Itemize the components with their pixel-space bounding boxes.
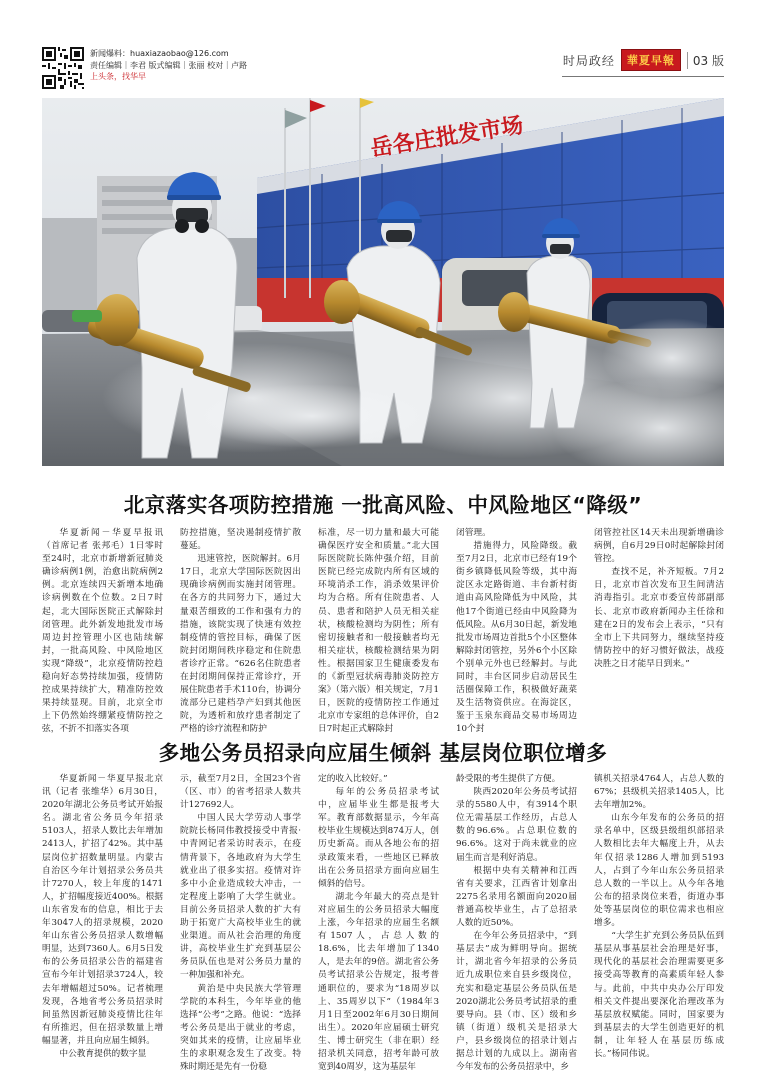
column-name: 时局政经 [562, 53, 615, 68]
article1-column-2 [180, 527, 301, 735]
article2-paragraph: 根据中央有关精神和江西省有关要求，江西省计划拿出2275名录用名额面向2020届普通高校毕业生，占了总招录人数的近50%。 [456, 865, 577, 929]
article2-paragraph: 中公教育提供的数字显 [59, 1048, 147, 1059]
article2-column-4 [456, 773, 577, 1073]
article1-paragraph: 查找不足，补齐短板。7月2日，北京市首次发布卫生间清洁消毒指引。北京市委宣传部副部长、北京市政府新闻办主任徐和建在2日的发布会上表示，“只有全市上下共同努力，继续坚持疫情防控中的好习惯好做法，战疫决胜之日才能早日到来。” [594, 567, 724, 669]
article2-paragraph: 每年的公务员招录考试中，应届毕业生都是报考大军。教育部数据显示，今年高校毕业生规模达到874万人，创历史新高。而从各地公布的招录政策来看，一些地区已释放出在公务员招录方面向应届生倾斜的信号。 [318, 787, 439, 889]
page-header [42, 44, 724, 94]
article2-paragraph: 黄治是中央民族大学管理学院的本科生，今年毕业的他选择“公考”之路。他说：“选择考公务员是出于就业的考虑，突如其来的疫情，让应届毕业生的求职观念发生了改变。特殊时期还是先有一份稳 [180, 983, 301, 1073]
article2-paragraph: 示，截至7月2日，全国23个省（区、市）的省考招录人数共计127692人。 [180, 774, 301, 811]
article1-paragraph: 闭管控社区14天未出现新增确诊病例，自6月29日0时起解除封闭管控。 [594, 528, 724, 565]
article2-column-1 [42, 773, 163, 1073]
article1-paragraph: 华夏新闻－华夏早报讯（首席记者 张邦毛）1日零时至24时，北京市新增新冠肺炎确诊病例1例，治愈出院病例2例。北京连续四天新增本地确诊病例数在个位数。2日7时起，北大国际医院正式解除封闭管理。此外新发地批发市场周边封控管理小区也陆续解封，一批高风险、中风险地区实现“降级”，北京疫情防控趋稳向好态势持续加强，疫情防控成果持续扩大，精准防控效果持续显现。目前，北京全市上下仍然始终绷紧疫情防控之弦，不折不扣落实各项 [42, 528, 163, 735]
article1-headline: 北京落实各项防控措施 一批高风险、中风险地区“降级” [123, 493, 643, 517]
qr-code-icon [42, 47, 84, 89]
article2-paragraph: 湖北今年最大的亮点是针对应届生的公务员招录大幅度上涨，今年招录的应届生名额有1507人，占总人数的18.6%，比去年增加了1340人，是去年的9倍。湖北省公务员考试招录公告规定，报考普通职位的，要求为“18周岁以上、35周岁以下”（1984年3月1日至2002年6月30日期间出生）。2020年应届硕士研究生、博士研究生（非在职）经招录机关同意，招考年龄可放宽到40周岁，这为基层年 [318, 891, 439, 1073]
header-slogan: 上头条，找华早 [90, 72, 146, 81]
article1-paragraph: 标准，尽一切力量和最大可能确保医疗安全和质量。”北大国际医院院长陈仲强介绍，目前医院已经完成院内所有区域的环境消杀工作，消杀效果评价均为合格。所有住院患者、人员、患者和陪护人员无相关症状，核酸检测均为阴性；所有密切接触者和一般接触者均无相关症状，核酸检测结果为阴性。根据国家卫生健康委发布的《新型冠状病毒肺炎防控方案》（第六版）相关规定，7月1日，医院的疫情防控工作通过北京市专家组的总体评价，自2日7时起正式解除封 [318, 528, 439, 735]
article2-headline: 多地公务员招录向应届生倾斜 基层岗位职位增多 [158, 741, 608, 765]
article1-paragraph: 防控措施，坚决遏制疫情扩散蔓延。 [180, 528, 301, 552]
header-right [563, 50, 724, 70]
editor-credits: 责任编辑｜李君 版式编辑｜张丽 校对｜卢路 [90, 60, 248, 70]
news-hotline: 新闻爆料：huaxiazaobao@126.com [90, 49, 229, 58]
article2-paragraph: 山东今年发布的公务员的招录名单中，区级县级组织部招录人数相比去年大幅度上升，从去年仅招录1286人增加到5193人，占到了今年山东公务员招录总人数的一半以上。从今年各地公布的招录岗位来看，街道办事处等基层岗位的职位需求也相应增多。 [594, 813, 724, 929]
article2-paragraph: 龄受限的考生提供了方便。 [456, 774, 561, 784]
article2-paragraph: 镇机关招录4764人，占总人数的67%；县级机关招录1405人，比去年增加2%。 [594, 774, 724, 811]
article2-paragraph: 华夏新闻－华夏早报北京讯（记者 张维华）6月30日，2020年湖北公务员考试开始报名。湖北省公务员今年招录5103人，招录人数比去年增加2413人，扩招了42%。其中基层岗位扩招数量明显。内蒙古自治区今年计划招录公务员共计7270人，较上年度的1471人，扩招幅度接近400%。根据山东省发布的信息，相比于去年3047人的招录规模，2020年山东省公务员招录人数增幅明显，达到7360人。6月5日发布的公务员招录公告的福建省宣布今年计划招录3724人，较去年增幅超过50%。记者梳理发现，各地省考公务员招录时间虽然因新冠肺炎疫情比往年有所推迟，但在招录数量上增幅显著，并且向应届生倾斜。 [42, 774, 163, 1046]
article1-paragraph: 措施得力，风险降级。截至7月2日，北京市已经有19个街乡镇降低风险等级，其中海淀区永定路街道、丰台新村街道由高风险降低为中风险，其他17个街道已经由中风险降为低风险。从6月30日起，新发地批发市场周边首批5个小区整体解除封闭管控，另外6个小区除个别单元外也已经解封。与此同时，丰台区同步启动居民生活圈保障工作，积极做好蔬菜及生活物资供应。在海淀区，鉴于玉泉东商品交易市场周边10个封 [456, 541, 577, 735]
newspaper-logo: 華夏早報 [621, 49, 681, 71]
article1-column-1 [42, 527, 163, 735]
page-number: 03 版 [687, 52, 724, 69]
article2-paragraph: 陕西2020年公务员考试招录的5580人中，有3914个职位无需基层工作经历，占总人数的96.6%。占总职位数的96.6%。这对于尚未就业的应届生而言是利好消息。 [456, 787, 577, 863]
article2-paragraph: “大学生扩充到公务员队伍到基层从事基层社会治理是好事，现代化的基层社会治理需要更多接受高等教育的高素质年轻人参与。此前，中共中央办公厅印发相关文件提出要深化治理改革为基层放权赋能。同时，国家要为到基层去的大学生创造更好的机制，让年轻人在基层历练成长。”杨同伟说。 [594, 931, 724, 1059]
header-info [90, 48, 247, 83]
article1-column-3 [318, 527, 439, 735]
news-photo-disinfection-workers [42, 98, 724, 466]
photo-building-sign: 岳各庄批发市场 [368, 112, 526, 162]
article2-paragraph: 在今年公务员招录中，“到基层去”成为鲜明导向。据统计，湖北省今年招录的公务员近九成职位来自县乡级岗位，充实和稳定基层公务员队伍是2020湖北公务员考试招录的重要导向。县（市、区）级和乡镇（街道）级机关是招录大户，县乡级岗位的招录计划占据总计划的九成以上。湖南省今年发布的公务员招录中，乡 [456, 931, 577, 1073]
header-rule [562, 76, 724, 77]
article2-paragraph: 定的收入比较好。” [318, 774, 388, 784]
article1-paragraph: 迅速管控，医院解封。6月17日，北京大学国际医院因出现确诊病例而实施封闭管理。在各方的共同努力下，通过大量艰苦细致的工作和强有力的措施，该院实现了快速有效控制疫情的管控目标，确保了医院封闭期间秩序稳定和住院患者诊疗正常。“626名住院患者在封闭期间保持正常诊疗，开展住院患者手术110台，协调分流部分已建档孕产妇到其他医院，为透析和放疗患者制定了严格的诊疗流程和防护 [180, 554, 301, 735]
article2-column-3 [318, 773, 439, 1073]
article1-paragraph: 闭管理。 [456, 528, 491, 538]
article2-paragraph: 中国人民大学劳动人事学院院长杨同伟教授接受中青报·中青网记者采访时表示，在疫情背景下，各地政府为大学生就业出了很多实招。疫情对许多中小企业造成较大冲击，一定程度上影响了大学生就业。目前公务员招录人数的扩大有助于拓宽广大高校毕业生的就业渠道。而从社会治理的角度讲，高校毕业生扩充到基层公务员队伍也是对公务员力量的一种加强和补充。 [180, 813, 301, 981]
article1-column-4 [456, 527, 577, 735]
article2-column-2 [180, 773, 301, 1073]
article1-column-5 [594, 527, 724, 735]
article2-column-5 [594, 773, 724, 1073]
